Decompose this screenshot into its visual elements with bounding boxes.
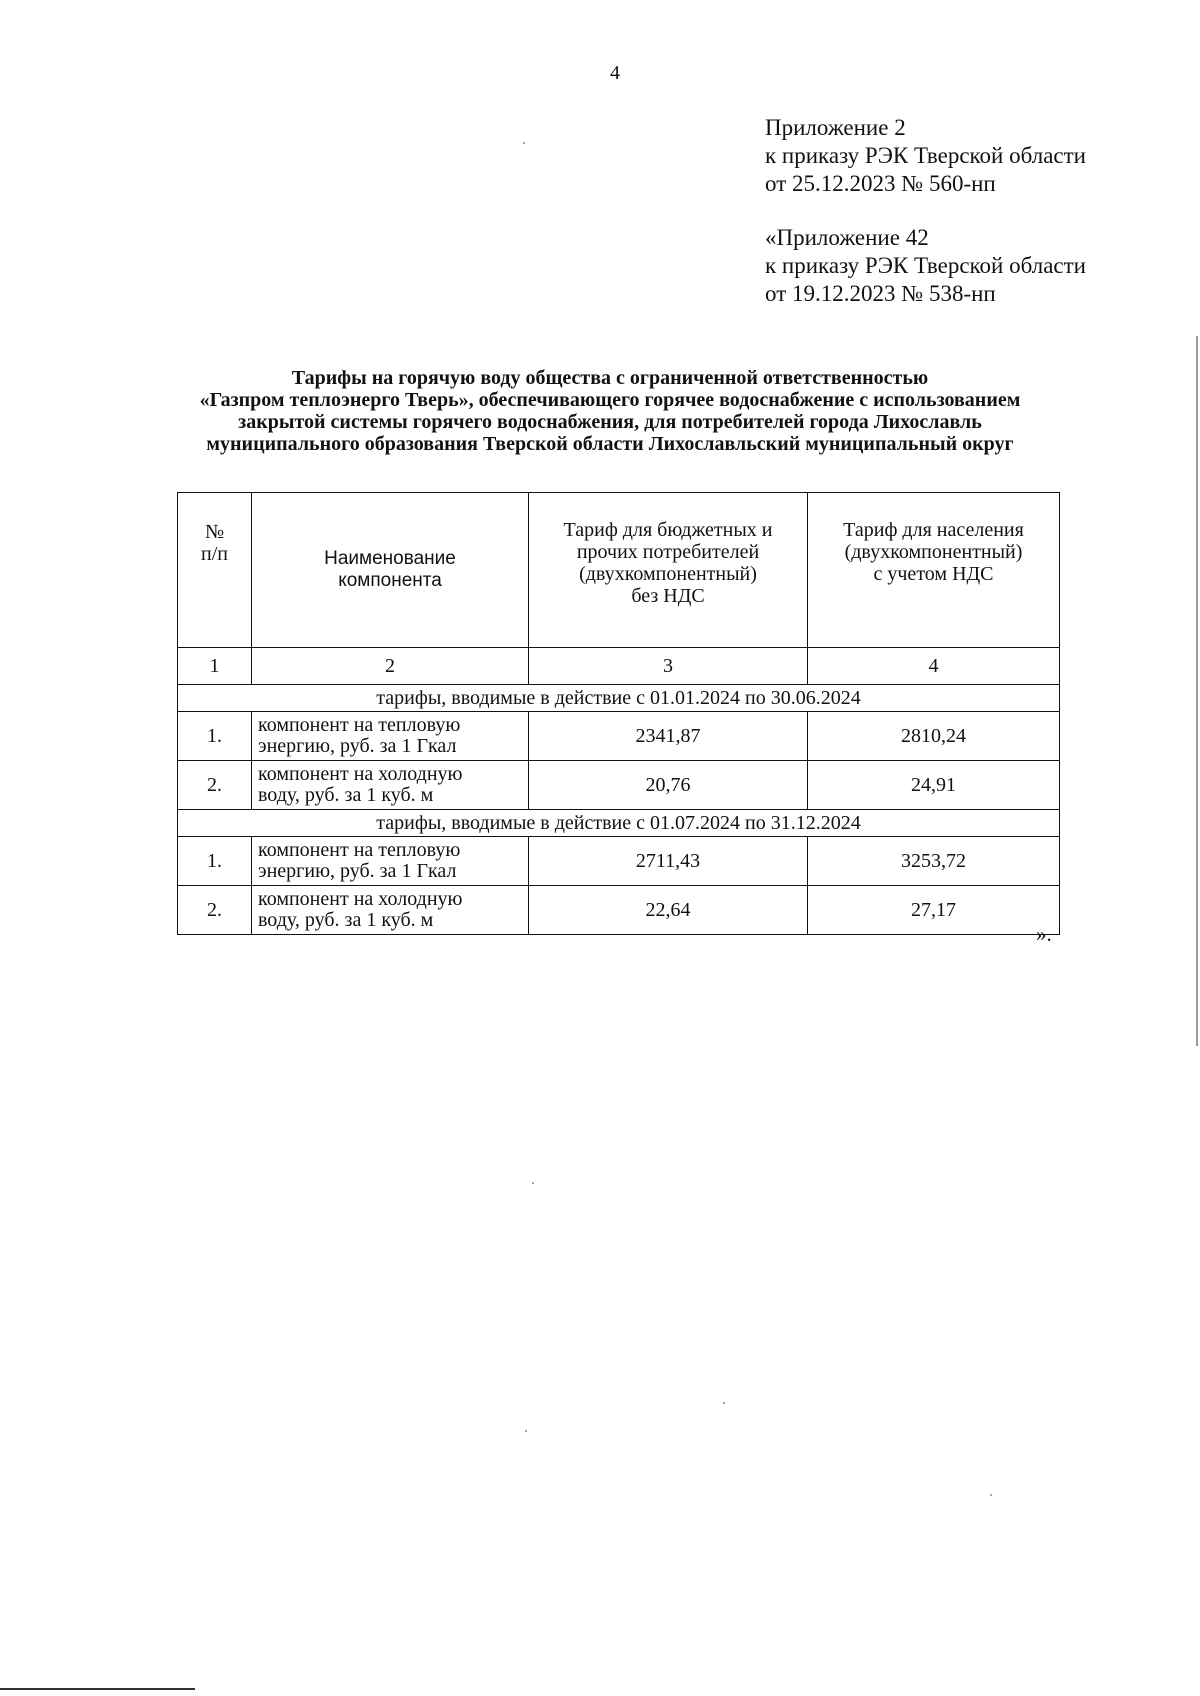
title-line: муниципального образования Тверской области Лихославльский муниципальный округ	[206, 433, 1014, 455]
row-number: 1.	[178, 712, 252, 761]
row-number: 2.	[178, 761, 252, 810]
column-index: 4	[808, 648, 1060, 685]
annex-title: «Приложение 42	[765, 225, 929, 250]
component-name-line: воду, руб. за 1 куб. м	[258, 784, 434, 806]
period-row	[178, 810, 1060, 837]
component-name-line: воду, руб. за 1 куб. м	[258, 909, 434, 931]
table-row	[178, 761, 1060, 810]
page-number: 4	[610, 62, 620, 84]
header-component-name	[252, 493, 529, 648]
header-text: прочих потребителей	[576, 541, 760, 563]
component-name-line: компонент на холодную	[258, 763, 463, 785]
table-row	[178, 886, 1060, 935]
budget-value: 2341,87	[529, 712, 808, 761]
title-line: Тарифы на горячую воду общества с ограниченной ответственностью	[291, 367, 929, 389]
component-name-line: компонент на тепловую	[258, 839, 461, 861]
population-value: 24,91	[808, 761, 1060, 810]
scan-edge-line	[1196, 336, 1198, 1046]
budget-value: 2711,43	[529, 837, 808, 886]
period-label: тарифы, вводимые в действие с 01.07.2024 по 31.12.2024	[178, 810, 1060, 837]
header-text: компонента	[338, 570, 442, 591]
budget-value: 20,76	[529, 761, 808, 810]
scan-speck	[523, 142, 525, 144]
component-name-line: компонент на холодную	[258, 888, 463, 910]
column-index-row	[178, 648, 1060, 685]
header-text: п/п	[201, 543, 228, 565]
title-line: «Газпром теплоэнерго Тверь», обеспечивающего горячее водоснабжение с использованием	[199, 389, 1021, 411]
table-header-row	[178, 493, 1060, 648]
header-text: Тариф для бюджетных и	[563, 519, 773, 541]
column-index: 2	[252, 648, 529, 685]
scan-speck	[990, 1494, 992, 1496]
population-value: 27,17	[808, 886, 1060, 935]
component-name	[252, 837, 529, 886]
component-name	[252, 712, 529, 761]
row-number: 2.	[178, 886, 252, 935]
annex-order: к приказу РЭК Тверской области	[765, 253, 1086, 278]
header-text: с учетом НДС	[873, 563, 994, 585]
annex-title: Приложение 2	[765, 115, 906, 140]
column-index: 1	[178, 648, 252, 685]
annex-date: от 19.12.2023 № 538-нп	[765, 281, 996, 306]
header-text: Тариф для населения	[843, 519, 1024, 541]
annex-order: к приказу РЭК Тверской области	[765, 143, 1086, 168]
table-row	[178, 837, 1060, 886]
component-name-line: энергию, руб. за 1 Гкал	[258, 735, 457, 757]
tariff-table	[177, 492, 1060, 935]
annex-reference-current	[765, 114, 1086, 198]
header-budget-tariff	[529, 493, 808, 648]
header-text: Наименование	[324, 548, 456, 569]
header-text: №	[204, 521, 225, 543]
header-text: (двухкомпонентный)	[579, 563, 757, 585]
population-value: 3253,72	[808, 837, 1060, 886]
row-number: 1.	[178, 837, 252, 886]
scan-speck	[723, 1402, 725, 1404]
scan-footer-line	[0, 1688, 195, 1690]
period-row	[178, 685, 1060, 712]
component-name	[252, 886, 529, 935]
document-title	[130, 367, 1090, 455]
component-name-line: энергию, руб. за 1 Гкал	[258, 860, 457, 882]
period-label: тарифы, вводимые в действие с 01.01.2024 по 30.06.2024	[178, 685, 1060, 712]
title-line: закрытой системы горячего водоснабжения, для потребителей города Лихославль	[238, 411, 982, 433]
budget-value: 22,64	[529, 886, 808, 935]
component-name	[252, 761, 529, 810]
annex-date: от 25.12.2023 № 560-нп	[765, 171, 996, 196]
header-text: без НДС	[631, 585, 705, 607]
closing-quote-mark: ».	[1036, 922, 1052, 946]
annex-reference-prior	[765, 224, 1086, 308]
scan-speck	[532, 1182, 534, 1184]
population-value: 2810,24	[808, 712, 1060, 761]
header-population-tariff	[808, 493, 1060, 648]
table-row	[178, 712, 1060, 761]
component-name-line: компонент на тепловую	[258, 714, 461, 736]
header-number	[178, 493, 252, 648]
header-text: (двухкомпонентный)	[844, 541, 1023, 563]
scan-speck	[525, 1430, 527, 1432]
column-index: 3	[529, 648, 808, 685]
